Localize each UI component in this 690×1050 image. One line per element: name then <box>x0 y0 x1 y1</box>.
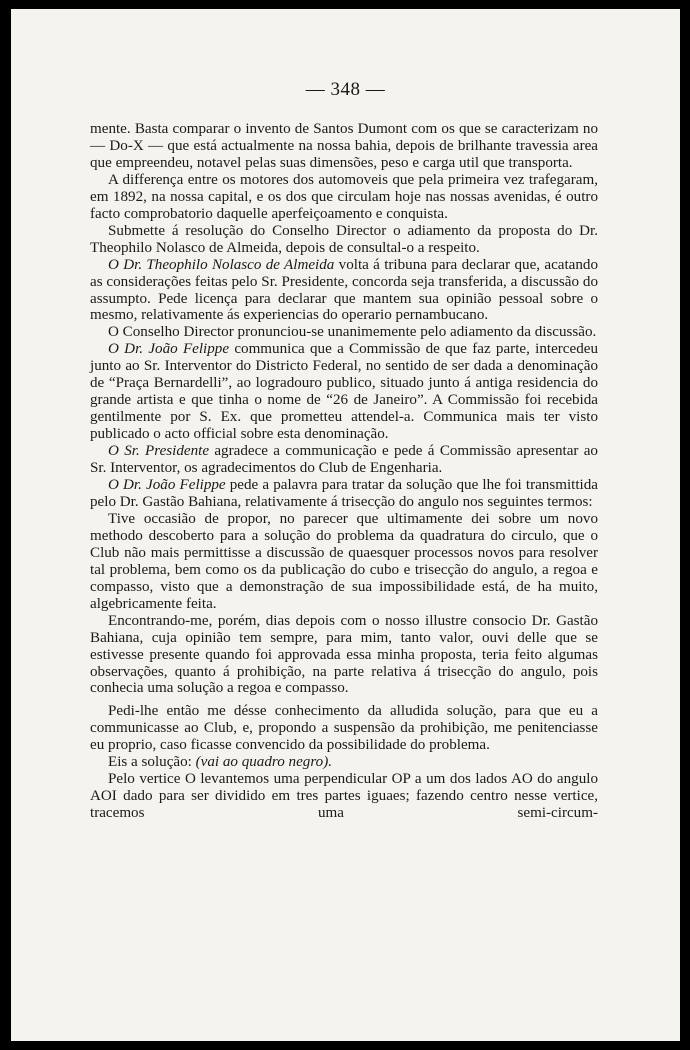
paragraph-11: Pedi-lhe então me désse conhecimento da alludida solução, para que eu a communicasse ao Club, e, propondo a suspensão da prohibição, me penitenciasse eu proprio, caso ficasse convencido da possibilidade do problema. <box>90 703 598 754</box>
page-body <box>90 121 598 822</box>
paragraph-3: Submette á resolução do Conselho Director o adiamento da proposta do Dr. Theophilo Nolasco de Almeida, depois de consultal-o a respeito. <box>90 222 598 256</box>
paragraph-2: A differença entre os motores dos automoveis que pela primeira vez trafegaram, em 1892, na nossa capital, e os dos que circulam hoje nas nossas avenidas, é outro facto comprobatorio daquelle aperfeiçoamento e conquista. <box>90 171 598 222</box>
paragraph-10: Encontrando-me, porém, dias depois com o nosso illustre consocio Dr. Gastão Bahiana, cuja opinião tem sempre, para mim, tanto valor, ouvi delle que se estivesse presente quando foi approvada essa minha proposta, teria feito algumas observações, quanto á prohibição, na parte relativa á trisecção do angulo, pois conhecia uma solução a regoa e compasso. <box>90 612 598 697</box>
paragraph-8 <box>90 477 598 511</box>
paragraph-4-text: volta á tribuna para declarar que, acatando as considerações feitas pelo Sr. Presidente, concorda seja transferida, a discussão do assumpto. Pede licença para declarar que mantem sua opinião pessoal sobre o mesmo, relativamente ás experiencias do operario pernambucano. <box>90 256 599 324</box>
paragraph-12-text: Eis a solução: <box>108 754 196 771</box>
paragraph-6-text: communica que a Commissão de que faz parte, intercedeu junto ao Sr. Interventor do Districto Federal, no sentido de ser dada a denominação de “Praça Bernardelli”, ao logradouro publico, situado junto á antiga residencia do grande artista e que tinha o nome de “26 de Janeiro”. A Commissão foi recebida gentilmente por S. Ex. que prometteu attendel-a. Communica mais ter visto publicado o acto official sobre esta denominação. <box>90 341 598 443</box>
speaker-name: O Dr. João Felippe <box>108 341 230 358</box>
paragraph-4 <box>90 257 598 325</box>
paragraph-6 <box>90 341 598 443</box>
paragraph-8-text: pede a palavra para tratar da solução que lhe foi transmittida pelo Dr. Gastão Bahiana, relativamente á trisecção do angulo nos seguintes termos: <box>90 477 598 510</box>
speaker-name: O Sr. Presidente <box>108 443 210 460</box>
paragraph-1: mente. Basta comparar o invento de Santos Dumont com os que se caracterizam no — Do-X — que está actualmente na nossa bahia, depois de brilhante travessia area que empreendeu, notavel pelas suas dimensões, peso e carga util que transporta. <box>90 121 598 171</box>
book-page <box>11 9 680 1041</box>
page-number: — 348 — <box>305 79 386 100</box>
paragraph-7 <box>90 443 598 477</box>
paragraph-9: Tive occasião de propor, no parecer que ultimamente dei sobre um novo methodo descoberto para a solução do problema da quadratura do circulo, que o Club não mais permittisse a discussão de quaesquer processos novos para resolver tal problema, bem como os da publicação do cubo e trisecção do angulo, a regoa e compasso, visto que a demonstração de sua impossibilidade está, de ha muito, algebricamente feita. <box>90 510 598 612</box>
speaker-name: O Dr. Theophilo Nolasco de Almeida <box>108 256 335 273</box>
paragraph-12 <box>90 754 598 771</box>
stage-direction: (vai ao quadro negro). <box>195 754 332 771</box>
paragraph-13: Pelo vertice O levantemos uma perpendicular OP a um dos lados AO do angulo AOI dado para ser dividido em tres partes iguaes; fazendo centro nesse vertice, tracemos uma semi-circum- <box>90 771 598 822</box>
speaker-name: O Dr. João Felippe <box>108 477 226 494</box>
paragraph-5: O Conselho Director pronunciou-se unanimemente pelo adiamento da discussão. <box>108 324 597 341</box>
paragraph-7-text: agradece a communicação e pede á Commissão apresentar ao Sr. Interventor, os agradecimentos do Club de Engenharia. <box>90 443 598 477</box>
